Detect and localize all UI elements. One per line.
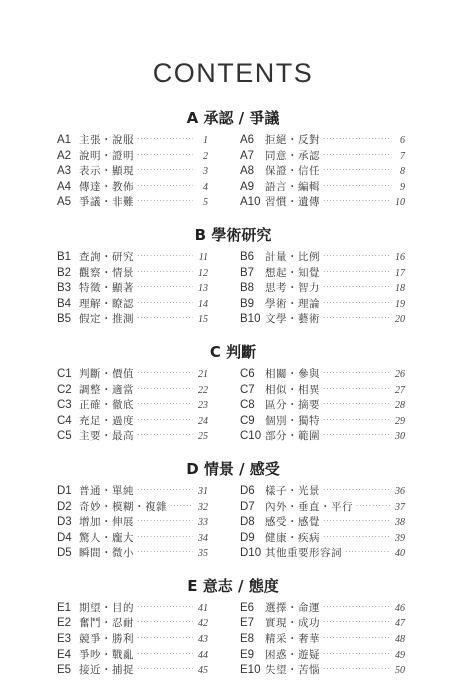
entry-page-number: 44	[198, 649, 208, 661]
toc-entry[interactable]	[240, 180, 466, 196]
entry-label: 失望・苦惱	[265, 664, 320, 677]
toc-entry[interactable]	[240, 663, 466, 679]
entry-code: A9	[240, 180, 255, 193]
entry-label: 觀察・情景	[79, 266, 134, 279]
dot-leader	[170, 499, 193, 515]
toc-column-right	[240, 484, 466, 562]
entry-code: D2	[57, 500, 72, 513]
entry-code: D9	[240, 531, 255, 544]
entry-page-number: 2	[203, 150, 208, 162]
entry-code: C10	[240, 430, 262, 443]
toc-entry[interactable]	[0, 195, 240, 211]
entry-page-number: 42	[198, 618, 208, 630]
entry-label: 主張・說服	[79, 134, 134, 146]
dot-leader	[137, 631, 193, 647]
toc-entry[interactable]	[240, 297, 466, 313]
entry-label: 精采・奢華	[265, 633, 320, 646]
entry-code: E1	[57, 601, 72, 614]
dot-leader	[323, 530, 390, 546]
entry-page-number: 47	[395, 618, 405, 630]
entry-label: 實現・成功	[265, 617, 320, 630]
dot-leader	[323, 662, 390, 678]
dot-leader	[137, 148, 193, 164]
dot-leader	[323, 249, 390, 265]
entry-label: 理解・瞭認	[79, 297, 134, 310]
dot-leader	[137, 194, 193, 210]
entry-page-number: 34	[198, 532, 208, 544]
toc-entry[interactable]	[0, 266, 240, 282]
entry-page-number: 26	[395, 368, 405, 380]
entry-label: 思考・智力	[265, 282, 320, 295]
entry-page-number: 16	[395, 251, 405, 263]
entry-label: 內外・垂直・平行	[265, 500, 353, 513]
dot-leader	[137, 413, 193, 429]
toc-entry[interactable]	[240, 414, 466, 430]
entry-label: 習慣・遺傳	[265, 196, 320, 209]
entry-code: E10	[240, 664, 261, 677]
toc-entry[interactable]	[240, 149, 466, 165]
entry-code: B10	[240, 313, 261, 326]
entry-page-number: 11	[198, 251, 208, 263]
entry-code: C8	[240, 399, 255, 412]
dot-leader	[137, 483, 193, 499]
dot-leader	[323, 311, 390, 327]
entry-page-number: 35	[198, 548, 208, 560]
dot-leader	[345, 545, 390, 561]
section-columns	[0, 601, 466, 679]
toc-entry[interactable]	[240, 250, 466, 266]
toc-entry[interactable]	[0, 546, 240, 562]
dot-leader	[323, 397, 390, 413]
dot-leader	[137, 662, 193, 678]
toc-column-right	[240, 250, 466, 328]
entry-label: 其他重要形容詞	[265, 547, 342, 560]
toc-entry[interactable]	[240, 383, 466, 399]
toc-column-right	[240, 133, 466, 211]
toc-column-left	[0, 250, 240, 328]
entry-code: B7	[240, 266, 255, 279]
entry-page-number: 43	[198, 634, 208, 646]
toc-entry[interactable]	[240, 531, 466, 547]
dot-leader	[137, 600, 193, 616]
dot-leader	[137, 280, 193, 296]
entry-code: E9	[240, 648, 255, 661]
entry-label: 奮鬥・忍耐	[79, 617, 134, 630]
toc-column-right	[240, 601, 466, 679]
entry-label: 文學・藝術	[265, 313, 320, 326]
dot-leader	[137, 132, 193, 148]
toc-entry[interactable]	[0, 398, 240, 414]
toc-entry[interactable]	[0, 616, 240, 632]
entry-page-number: 48	[395, 634, 405, 646]
toc-entry[interactable]	[240, 164, 466, 180]
toc-column-left	[0, 133, 240, 211]
entry-label: 語言・編輯	[265, 180, 320, 193]
dot-leader	[137, 615, 193, 631]
toc-entry[interactable]	[0, 531, 240, 547]
toc-entry[interactable]	[0, 484, 240, 500]
toc-section	[0, 107, 466, 211]
entry-page-number: 32	[198, 501, 208, 513]
toc-entry[interactable]	[240, 500, 466, 516]
section-heading: A 承認 / 爭議	[186, 109, 280, 127]
toc-entry[interactable]	[240, 312, 466, 328]
entry-code: C3	[57, 399, 72, 412]
entry-code: D5	[57, 547, 72, 560]
entry-code: E6	[240, 601, 255, 614]
entry-page-number: 27	[395, 384, 405, 396]
entry-code: E5	[57, 664, 72, 677]
entry-page-number: 19	[395, 298, 405, 310]
dot-leader	[323, 413, 390, 429]
entry-label: 說明・證明	[79, 149, 134, 162]
entry-label: 想起・知覺	[265, 266, 320, 279]
entry-page-number: 45	[198, 665, 208, 677]
entry-label: 普通・單純	[79, 484, 134, 497]
entry-page-number: 41	[198, 602, 208, 614]
entry-page-number: 37	[395, 501, 405, 513]
entry-label: 奇妙・模糊・複雜	[79, 500, 167, 513]
dot-leader	[137, 428, 193, 444]
toc-entry[interactable]	[0, 601, 240, 617]
entry-label: 期望・目的	[79, 601, 134, 614]
entry-label: 拒絕・反對	[265, 134, 320, 146]
toc-section	[0, 341, 466, 445]
dot-leader	[356, 499, 390, 515]
entry-code: C9	[240, 414, 255, 427]
dot-leader	[323, 366, 390, 382]
entry-code: A1	[57, 134, 72, 146]
dot-leader	[137, 249, 193, 265]
entry-code: C5	[57, 430, 72, 443]
entry-code: E3	[57, 633, 72, 646]
entry-code: B9	[240, 297, 255, 310]
toc-entry[interactable]	[240, 398, 466, 414]
toc-entry[interactable]	[240, 632, 466, 648]
entry-page-number: 36	[395, 485, 405, 497]
toc-column-left	[0, 484, 240, 562]
toc-entry[interactable]	[0, 648, 240, 664]
entry-page-number: 40	[395, 548, 405, 560]
entry-label: 相關・參與	[265, 367, 320, 380]
entry-code: B4	[57, 297, 72, 310]
entry-code: A2	[57, 149, 72, 162]
entry-label: 區分・摘要	[265, 399, 320, 412]
toc-column-left	[0, 367, 240, 445]
entry-label: 感受・感覺	[265, 516, 320, 529]
section-columns	[0, 484, 466, 562]
dot-leader	[323, 148, 390, 164]
section-columns	[0, 250, 466, 328]
entry-code: B1	[57, 250, 72, 263]
entry-label: 學術・理論	[265, 297, 320, 310]
entry-page-number: 4	[203, 181, 208, 193]
entry-label: 競爭・勝利	[79, 633, 134, 646]
dot-leader	[323, 483, 390, 499]
dot-leader	[323, 179, 390, 195]
dot-leader	[137, 530, 193, 546]
entry-page-number: 12	[198, 267, 208, 279]
entry-label: 主要・最高	[79, 430, 134, 443]
dot-leader	[137, 514, 193, 530]
entry-page-number: 22	[198, 384, 208, 396]
dot-leader	[323, 631, 390, 647]
entry-page-number: 30	[395, 431, 405, 443]
toc-section	[0, 458, 466, 562]
toc-entry[interactable]	[0, 281, 240, 297]
toc-entry[interactable]	[0, 133, 240, 149]
toc-entry[interactable]	[240, 266, 466, 282]
dot-leader	[323, 514, 390, 530]
toc-entry[interactable]	[240, 515, 466, 531]
entry-code: E7	[240, 617, 255, 630]
entry-code: B3	[57, 282, 72, 295]
toc-entry[interactable]	[240, 601, 466, 617]
dot-leader	[323, 296, 390, 312]
dot-leader	[137, 366, 193, 382]
entry-label: 爭吵・戰亂	[79, 648, 134, 661]
toc-entry[interactable]	[240, 133, 466, 149]
dot-leader	[137, 311, 193, 327]
entry-code: B6	[240, 250, 255, 263]
entry-label: 爭議・非難	[79, 196, 134, 209]
toc-section	[0, 224, 466, 328]
entry-code: E4	[57, 648, 72, 661]
entry-label: 充足・過度	[79, 414, 134, 427]
toc-entry[interactable]	[240, 484, 466, 500]
section-columns	[0, 133, 466, 211]
entry-code: D7	[240, 500, 255, 513]
dot-leader	[323, 647, 390, 663]
entry-page-number: 23	[198, 400, 208, 412]
toc-entry[interactable]	[0, 429, 240, 445]
entry-page-number: 50	[395, 665, 405, 677]
entry-label: 驚人・龐大	[79, 531, 134, 544]
entry-page-number: 25	[198, 431, 208, 443]
toc-entry[interactable]	[240, 195, 466, 211]
entry-page-number: 8	[400, 166, 405, 178]
entry-code: C6	[240, 367, 255, 380]
entry-label: 判斷・價值	[79, 367, 134, 380]
entry-page-number: 9	[400, 181, 405, 193]
entry-label: 特徵・顯著	[79, 282, 134, 295]
entry-code: D3	[57, 516, 72, 529]
entry-code: A8	[240, 165, 255, 178]
contents-sections	[0, 107, 466, 692]
toc-entry[interactable]	[0, 297, 240, 313]
entry-page-number: 6	[400, 135, 405, 146]
entry-code: D6	[240, 484, 255, 497]
entry-page-number: 18	[395, 283, 405, 295]
toc-entry[interactable]	[0, 250, 240, 266]
entry-page-number: 14	[198, 298, 208, 310]
entry-page-number: 39	[395, 532, 405, 544]
entry-page-number: 28	[395, 400, 405, 412]
entry-code: A10	[240, 196, 261, 209]
entry-label: 健康・疾病	[265, 531, 320, 544]
dot-leader	[323, 265, 390, 281]
section-heading: B 學術研究	[194, 225, 272, 244]
entry-label: 傳達・教佈	[79, 180, 134, 193]
toc-entry[interactable]	[240, 546, 466, 562]
entry-label: 同意・承認	[265, 149, 320, 162]
toc-entry[interactable]	[0, 180, 240, 196]
entry-code: C7	[240, 383, 255, 396]
entry-label: 保證・信任	[265, 165, 320, 178]
dot-leader	[323, 382, 390, 398]
dot-leader	[137, 296, 193, 312]
toc-entry[interactable]	[240, 648, 466, 664]
entry-label: 接近・捕捉	[79, 664, 134, 677]
entry-label: 查詢・研究	[79, 250, 134, 263]
entry-page-number: 20	[395, 314, 405, 326]
entry-code: B2	[57, 266, 72, 279]
entry-code: B5	[57, 313, 72, 326]
dot-leader	[137, 397, 193, 413]
entry-page-number: 3	[203, 166, 208, 178]
toc-entry[interactable]	[240, 616, 466, 632]
entry-code: D8	[240, 516, 255, 529]
entry-page-number: 49	[395, 649, 405, 661]
entry-label: 選擇・命運	[265, 601, 320, 614]
toc-entry[interactable]	[0, 312, 240, 328]
entry-code: A7	[240, 149, 255, 162]
entry-code: A4	[57, 180, 72, 193]
toc-entry[interactable]	[0, 414, 240, 430]
dot-leader	[137, 545, 193, 561]
dot-leader	[137, 163, 193, 179]
dot-leader	[323, 428, 390, 444]
dot-leader	[323, 132, 390, 148]
dot-leader	[137, 647, 193, 663]
entry-code: D4	[57, 531, 72, 544]
entry-label: 正確・徹底	[79, 399, 134, 412]
entry-code: B8	[240, 282, 255, 295]
entry-label: 表示・顯現	[79, 165, 134, 178]
entry-code: C1	[57, 367, 72, 380]
entry-code: A3	[57, 165, 72, 178]
toc-entry[interactable]	[0, 500, 240, 516]
entry-page-number: 5	[203, 197, 208, 209]
dot-leader	[323, 615, 390, 631]
entry-label: 調整・適當	[79, 383, 134, 396]
dot-leader	[323, 280, 390, 296]
toc-entry[interactable]	[0, 149, 240, 165]
toc-entry[interactable]	[0, 164, 240, 180]
dot-leader	[137, 265, 193, 281]
toc-entry[interactable]	[0, 515, 240, 531]
dot-leader	[137, 179, 193, 195]
entry-page-number: 10	[395, 197, 405, 209]
toc-column-left	[0, 601, 240, 679]
entry-page-number: 33	[198, 517, 208, 529]
section-heading: E 意志 / 態度	[187, 576, 279, 595]
toc-entry[interactable]	[0, 383, 240, 399]
dot-leader	[323, 194, 390, 210]
entry-label: 困惑・遊疑	[265, 648, 320, 661]
dot-leader	[137, 382, 193, 398]
page-title: CONTENTS	[152, 58, 314, 88]
section-heading: D 情景 / 感受	[186, 459, 280, 478]
entry-code: E2	[57, 617, 72, 630]
entry-page-number: 1	[203, 135, 208, 146]
toc-entry[interactable]	[240, 429, 466, 445]
entry-label: 瞬間・微小	[79, 547, 134, 560]
entry-label: 計量・比例	[265, 250, 320, 263]
toc-column-right	[240, 367, 466, 445]
entry-label: 部分・範圍	[265, 430, 320, 443]
toc-section	[0, 575, 466, 679]
entry-page-number: 24	[198, 415, 208, 427]
entry-label: 相似・相異	[265, 383, 320, 396]
entry-code: C2	[57, 383, 72, 396]
entry-code: A5	[57, 196, 72, 209]
entry-label: 假定・推測	[79, 313, 134, 326]
entry-code: A6	[240, 134, 255, 146]
toc-entry[interactable]	[0, 663, 240, 679]
dot-leader	[323, 600, 390, 616]
entry-page-number: 46	[395, 602, 405, 614]
entry-page-number: 17	[395, 267, 405, 279]
entry-code: D1	[57, 484, 72, 497]
entry-page-number: 29	[395, 415, 405, 427]
toc-entry[interactable]	[0, 632, 240, 648]
entry-page-number: 15	[198, 314, 208, 326]
entry-code: E8	[240, 633, 255, 646]
entry-page-number: 21	[198, 368, 208, 380]
toc-entry[interactable]	[240, 367, 466, 383]
toc-entry[interactable]	[0, 367, 240, 383]
entry-label: 樣子・光景	[265, 484, 320, 497]
dot-leader	[323, 163, 390, 179]
section-columns	[0, 367, 466, 445]
entry-code: C4	[57, 414, 72, 427]
entry-page-number: 38	[395, 517, 405, 529]
entry-page-number: 7	[400, 150, 405, 162]
entry-code: D10	[240, 547, 262, 560]
section-heading: C 判斷	[209, 342, 257, 361]
entry-label: 增加・伸展	[79, 516, 134, 529]
entry-page-number: 31	[198, 485, 208, 497]
toc-entry[interactable]	[240, 281, 466, 297]
entry-label: 個別・獨特	[265, 414, 320, 427]
entry-page-number: 13	[198, 283, 208, 295]
